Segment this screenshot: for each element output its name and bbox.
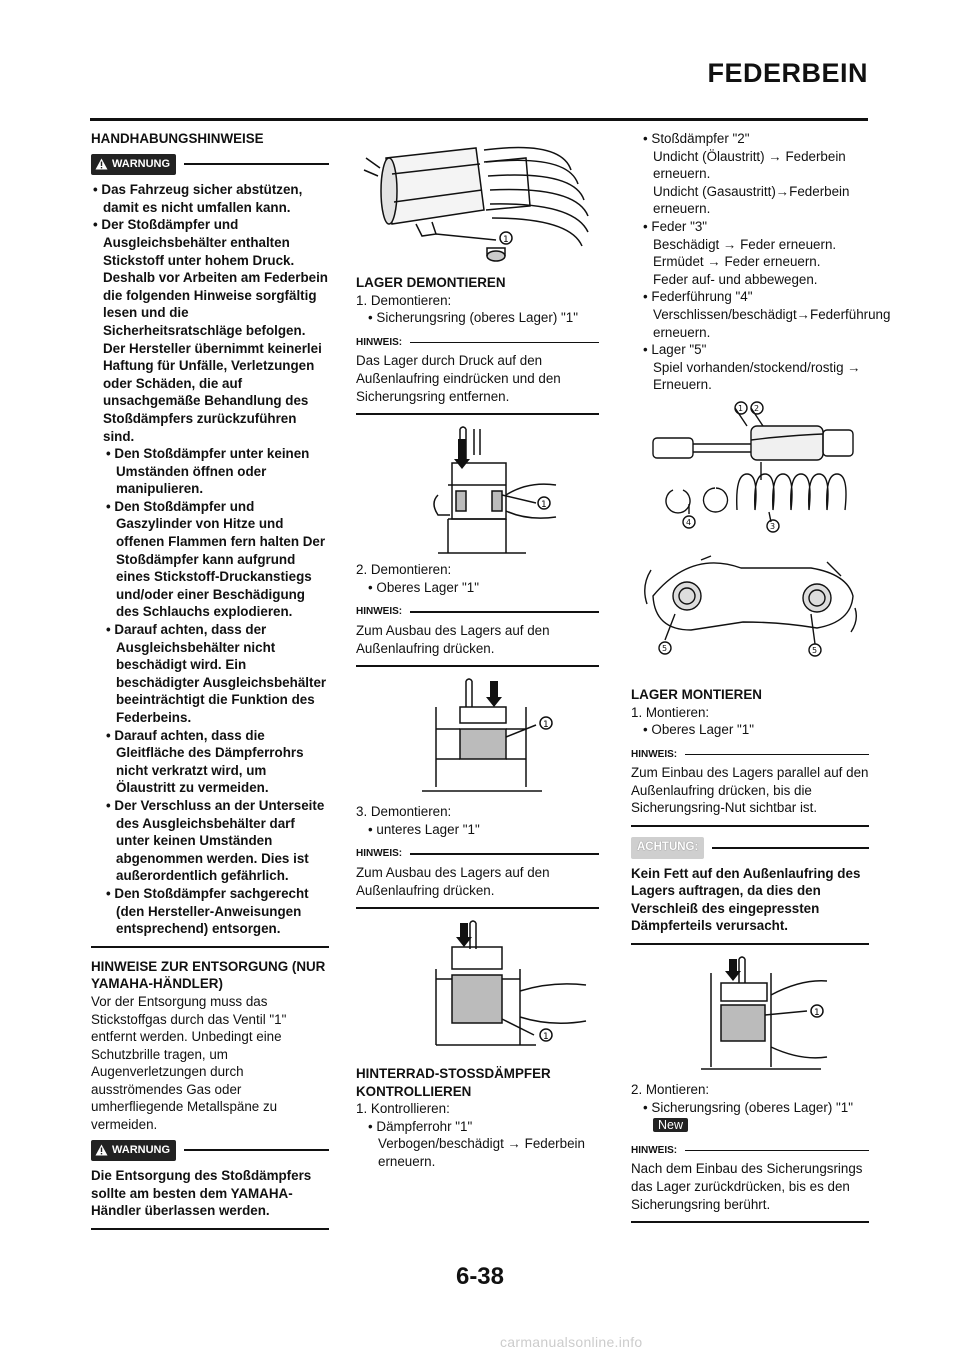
note-text: Das Lager durch Druck auf den Außenlaufring eindrücken und den Sicherungsring entfernen. — [356, 353, 561, 404]
callout-number: 3 — [770, 521, 776, 531]
note-line — [410, 853, 599, 855]
step-1: 1. Demontieren: — [356, 292, 452, 308]
mount-step-2-item: • Sicherungsring (oberes Lager) "1" — [643, 1099, 853, 1115]
bearing-press-illustration-2 — [356, 677, 596, 797]
note-rule — [356, 413, 599, 415]
callout-number: 1 — [814, 1008, 820, 1019]
bearing-removal-heading: LAGER DEMONTIEREN — [356, 275, 506, 290]
check-item-label: • Feder "3" — [643, 218, 708, 234]
column-middle — [356, 134, 599, 1171]
check-item-label: • Federführung "4" — [643, 289, 753, 305]
note-rule — [631, 825, 869, 827]
warning-label: WARNUNG — [112, 1143, 171, 1156]
mount-step-1: 1. Montieren: — [631, 704, 710, 720]
warning-subbullet: • Darauf achten, dass die Gleitfläche des Dämpferrohrs nicht verkratzt wird, um Ölaustritt zu vermeiden. — [106, 727, 304, 796]
section-rule — [91, 1228, 329, 1230]
bearing-install-illustration — [631, 955, 869, 1075]
note-label: HINWEIS: — [356, 606, 403, 618]
callout-number: 1 — [543, 1032, 549, 1043]
note-line — [685, 1150, 869, 1152]
callout-number: 5 — [812, 645, 818, 655]
column-left — [91, 130, 329, 1240]
note-label: HINWEIS: — [631, 748, 678, 760]
check-step: 1. Kontrollieren: — [356, 1101, 450, 1117]
caution-rule — [631, 943, 869, 945]
page-title: FEDERBEIN — [707, 58, 868, 88]
note-line — [685, 754, 869, 756]
note-header — [356, 845, 599, 863]
warning-subbullet: • Den Stoßdämpfer sachgerecht (den Hersteller-Anweisungen entsprechend) entsorgen. — [106, 885, 309, 937]
disposal-text: Vor der Entsorgung muss das Stickstoffgas durch das Ventil "1" entfernt werden. Unbedingt eine Schutzbrille tragen, um Augenverletzungen durch ausströmendes Gas oder umherfliegende Metallspäne zu vermeiden. — [91, 993, 287, 1133]
section-rule — [91, 946, 329, 948]
bearing-press-illustration-1 — [356, 425, 596, 555]
check-item-label: • Stoßdämpfer "2" — [643, 131, 750, 146]
note-line — [410, 611, 599, 613]
callout-number: 1 — [738, 403, 744, 413]
check-item-line: Undicht (Gasaustritt)→Federbein erneuern. — [653, 183, 850, 217]
check-item-line: Beschädigt → Feder erneuern. — [653, 236, 837, 252]
step-3-item: • unteres Lager "1" — [368, 821, 480, 837]
note-rule — [631, 1221, 869, 1223]
new-part-badge: New — [653, 1118, 688, 1132]
warning-line — [184, 1149, 329, 1151]
watermark-text: carmanualsonline.info — [500, 1334, 643, 1350]
caution-text: Kein Fett auf den Außenlaufring des Lagers auftragen, da dies den Verschleiß des eingepressten Dämpferteils verursacht. — [631, 865, 861, 934]
note-label: HINWEIS: — [631, 1144, 678, 1156]
bearing-mount-heading: LAGER MONTIEREN — [631, 686, 762, 702]
column-right — [631, 130, 891, 1233]
check-item-label: • Lager "5" — [643, 342, 707, 358]
callout-number: 2 — [754, 403, 760, 413]
note-text: Nach dem Einbau des Sicherungsrings das Lager zurückdrücken, bis es den Sicherungsring berührt. — [631, 1161, 863, 1212]
note-label: HINWEIS: — [356, 848, 403, 860]
note-header — [356, 603, 599, 621]
callout-number: 4 — [686, 517, 692, 527]
warning-tag — [91, 154, 176, 176]
step-2-item: • Oberes Lager "1" — [368, 579, 479, 595]
shock-absorber-valve-illustration — [356, 140, 596, 268]
warning-triangle-icon — [95, 158, 108, 170]
warning-subbullet: • Den Stoßdämpfer und Gaszylinder von Hitze und offenen Flammen fern halten Der Stoßdämpfer kann aufgrund eines Stickstoff-Druckanstiegs und/oder einer Beschädigung des Schlauchs explodieren. — [106, 498, 326, 620]
note-header — [631, 746, 869, 764]
note-label: HINWEIS: — [356, 336, 403, 348]
title-rule — [90, 118, 868, 121]
caution-line — [712, 847, 869, 849]
handling-heading: HANDHABUNGSHINWEISE — [91, 131, 264, 146]
note-text: Zum Ausbau des Lagers auf den Außenlaufring drücken. — [356, 622, 550, 656]
warning-triangle-icon — [95, 1144, 108, 1156]
caution-tag: ACHTUNG: — [631, 837, 704, 859]
warning-box-header — [91, 154, 329, 176]
callout-number: 1 — [541, 500, 547, 511]
note-header — [356, 334, 599, 352]
callout-number: 1 — [543, 720, 549, 731]
check-item-line: Verschlissen/beschädigt→Federführung erneuern. — [653, 306, 891, 340]
warning-tag — [91, 1140, 176, 1162]
warning-subbullet: • Den Stoßdämpfer unter keinen Umständen öffnen oder manipulieren. — [106, 446, 310, 497]
mount-step-1-item: • Oberes Lager "1" — [643, 722, 754, 738]
check-detail: Verbogen/beschädigt → Federbein erneuern. — [378, 1136, 585, 1170]
note-header — [631, 1142, 869, 1160]
new-part-line — [631, 1116, 869, 1135]
step-3: 3. Demontieren: — [356, 804, 452, 820]
warning-subbullet: • Der Verschluss an der Unterseite des Ausgleichsbehälter darf unter keinen Umständen abgenommen werden. Dies ist außerordentlich gefährlich. — [106, 797, 325, 884]
check-item-line: Feder auf- und abbewegen. — [653, 271, 818, 287]
bearing-press-illustration-3 — [356, 919, 596, 1059]
note-rule — [356, 907, 599, 909]
disposal-heading: HINWEISE ZUR ENTSORGUNG (NUR YAMAHA-HÄNDLER) — [91, 958, 326, 992]
note-rule — [356, 665, 599, 667]
mount-step-2: 2. Montieren: — [631, 1082, 710, 1098]
note-line — [410, 342, 599, 344]
step-1-item: • Sicherungsring (oberes Lager) "1" — [368, 310, 578, 326]
note-text: Zum Einbau des Lagers parallel auf den Außenlaufring drücken, bis die Sicherungsring-Nut sichtbar ist. — [631, 765, 869, 816]
disposal-warning-text: Die Entsorgung des Stoßdämpfers sollte am besten dem YAMAHA-Händler überlassen werden. — [91, 1168, 312, 1219]
caution-header — [631, 837, 869, 859]
step-2: 2. Demontieren: — [356, 562, 452, 578]
check-item-line: Undicht (Ölaustritt) → Federbein erneuern. — [653, 148, 846, 182]
page-number: 6-38 — [455, 1263, 505, 1290]
warning-box-header-2 — [91, 1140, 329, 1162]
warning-bullet: • Der Stoßdämpfer und Ausgleichsbehälter enthalten Stickstoff unter hohem Druck. Deshalb vor Arbeiten am Federbein die folgenden Hinweise sorgfältig lesen und die Sicherheitsratschläge befolgen. Der Hersteller übernimmt keinerlei Haftung für Unfälle, Verletzungen oder Schäden, die auf unsachgemäße Behandlung des Stoßdämpfers zurückzuführen sind. — [93, 217, 328, 444]
check-item-line: Ermüdet → Feder erneuern. — [653, 254, 821, 270]
warning-subbullet: • Darauf achten, dass der Ausgleichsbehälter nicht beschädigt wird. Ein beschädigter Ausgleichsbehälter beeinträchtigt die Funktion des Federbeins. — [106, 622, 327, 725]
check-item-line: Spiel vorhanden/stockend/rostig → Erneuern. — [653, 359, 861, 393]
check-item: • Dämpferrohr "1" — [368, 1118, 473, 1134]
shock-check-heading: HINTERRAD-STOSSDÄMPFER KONTROLLIEREN — [356, 1066, 551, 1099]
warning-label: WARNUNG — [112, 157, 171, 170]
warning-line — [184, 163, 329, 165]
callout-number: 1 — [503, 235, 509, 245]
note-text: Zum Ausbau des Lagers auf den Außenlaufring drücken. — [356, 864, 550, 898]
shock-components-illustration — [631, 400, 869, 680]
callout-number: 5 — [662, 643, 668, 653]
warning-bullet: • Das Fahrzeug sicher abstützen, damit es nicht umfallen kann. — [93, 182, 303, 215]
